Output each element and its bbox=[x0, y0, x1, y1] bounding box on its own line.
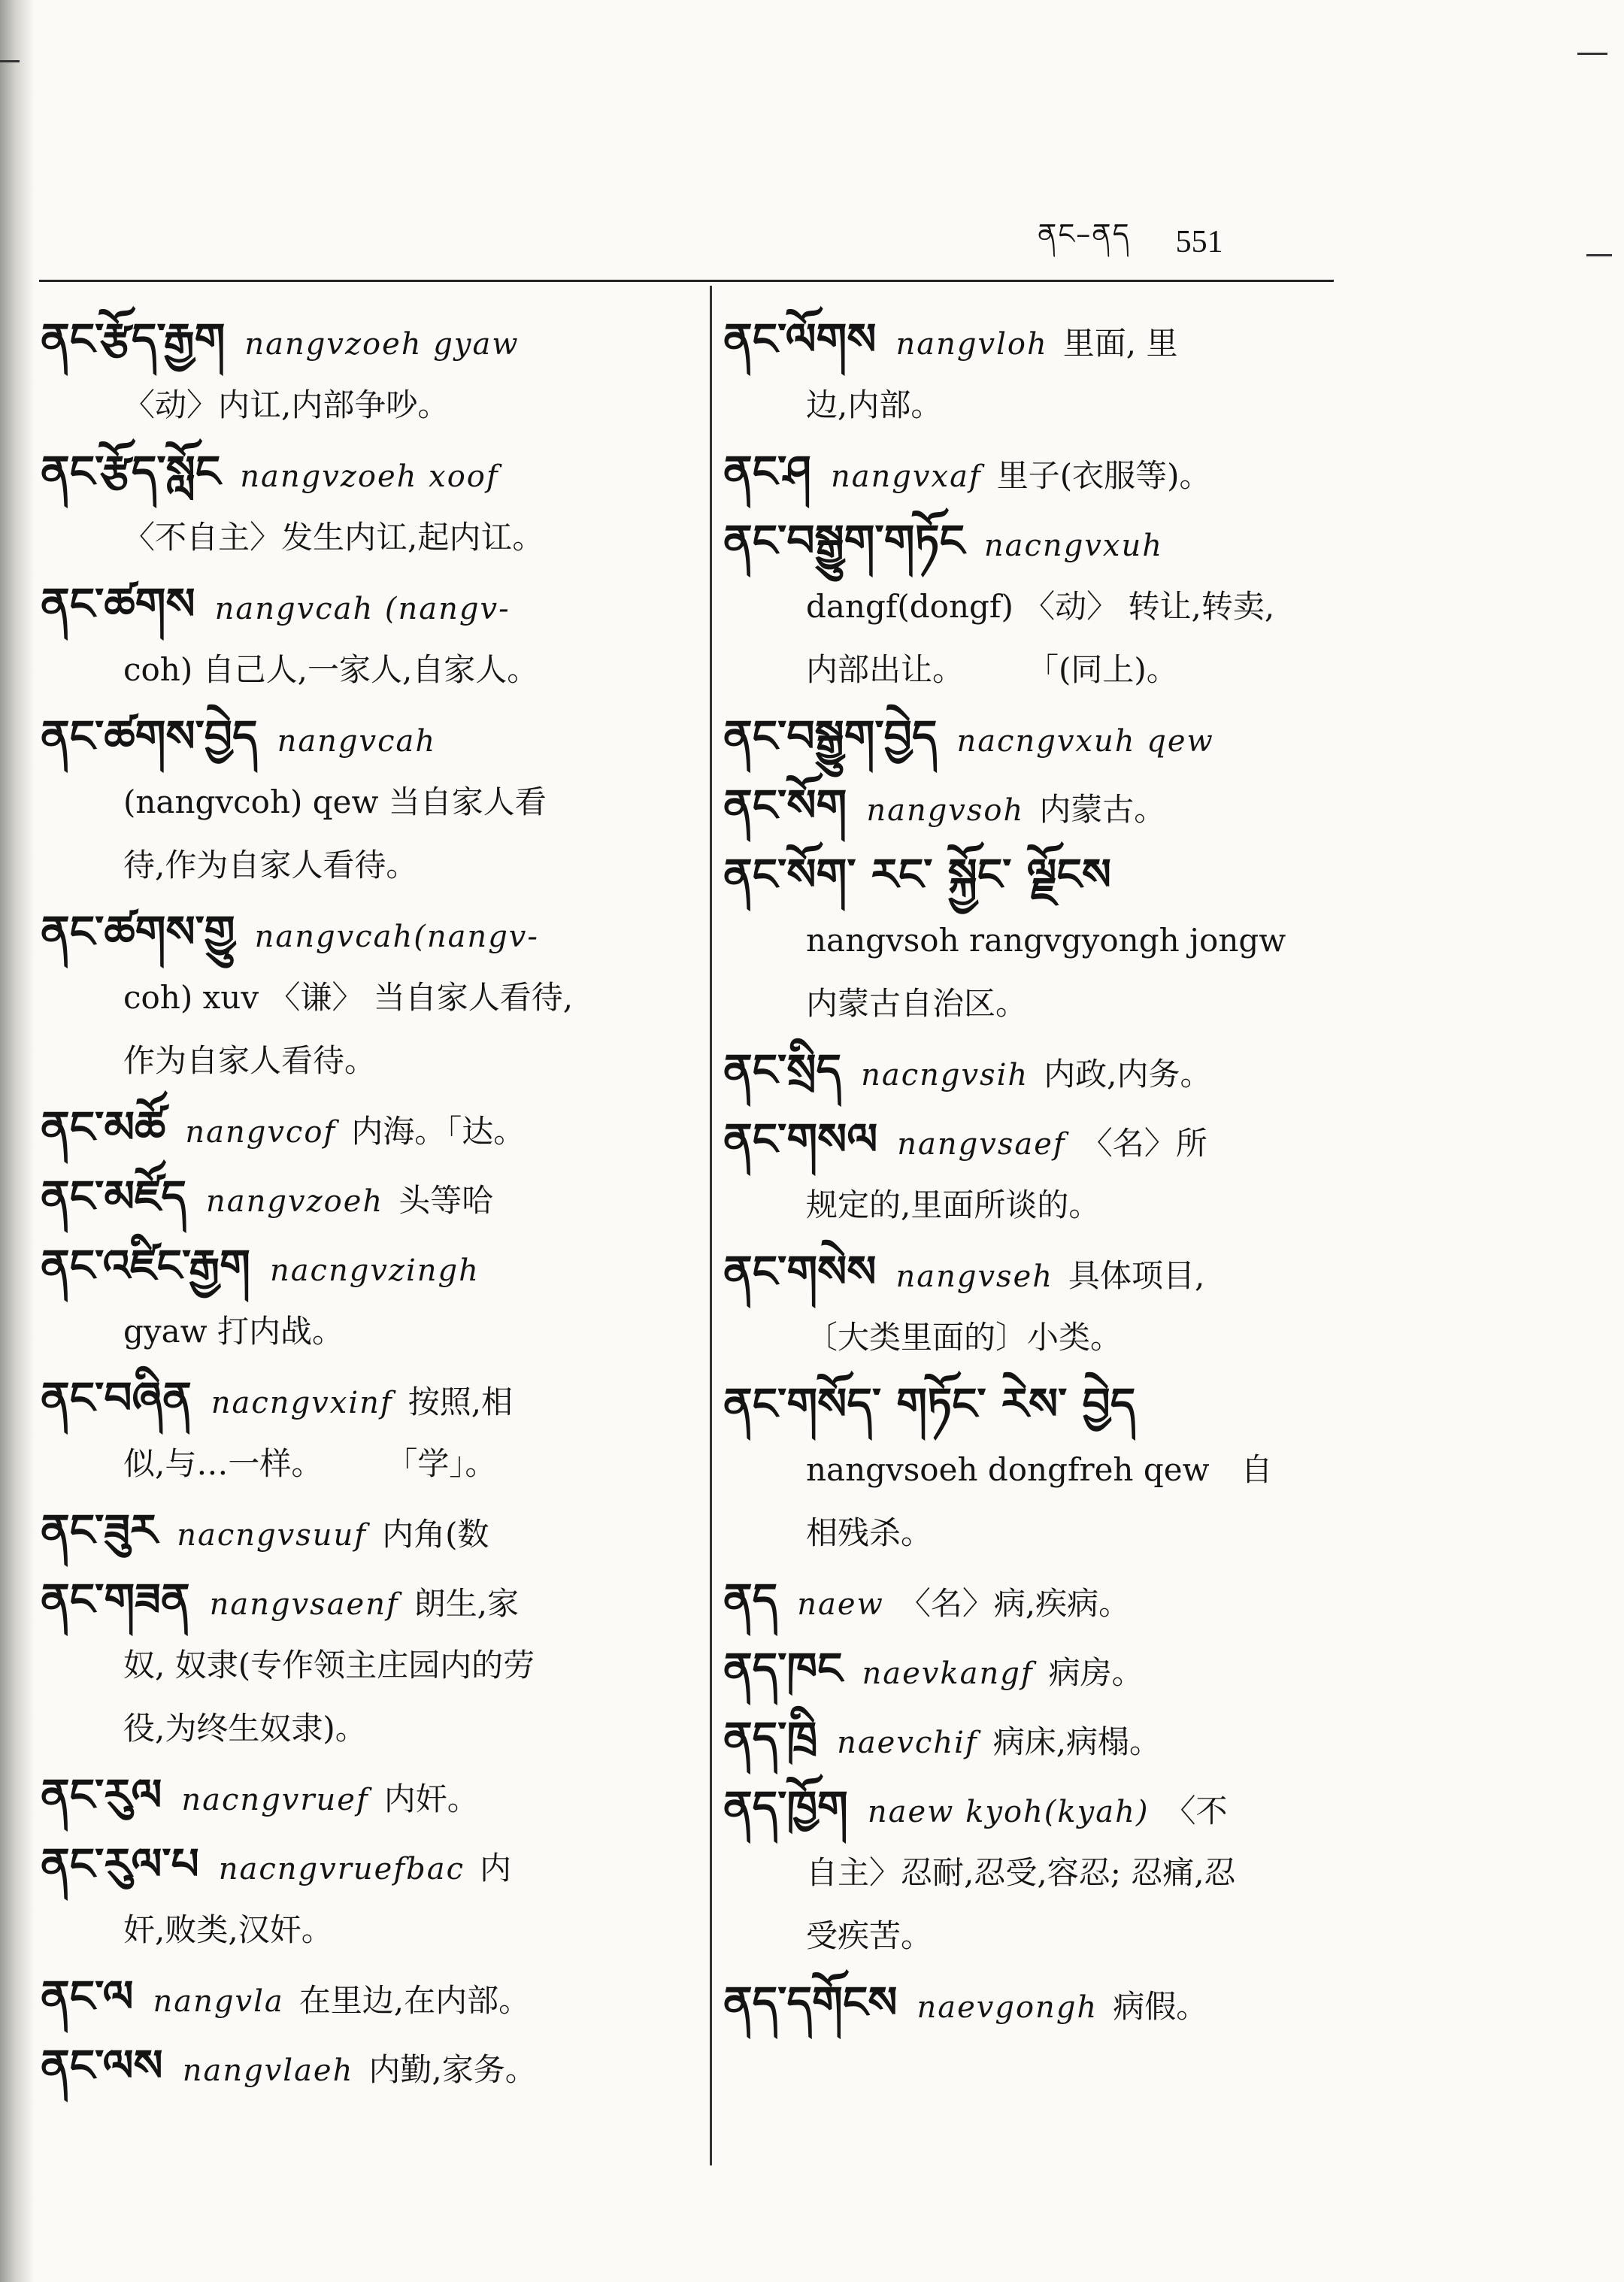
definition: 病床,病榻。 bbox=[992, 1723, 1162, 1760]
page-number: 551 bbox=[1175, 225, 1223, 259]
romanization: nangvloh bbox=[895, 327, 1048, 362]
entry-headword-line bbox=[723, 1634, 1385, 1703]
romanization: nangvsoh bbox=[866, 793, 1025, 828]
definition-continuation: dangf(dongf) 〈动〉 转让,转卖, bbox=[806, 588, 1275, 625]
dictionary-entry bbox=[41, 1496, 687, 1565]
tibetan-headword: ནང་གསེས bbox=[723, 1246, 877, 1297]
tibetan-headword: ནང་ཤ bbox=[723, 446, 811, 497]
entry-headword-line bbox=[723, 1772, 1385, 1841]
dictionary-entry bbox=[723, 1968, 1385, 2037]
romanization: nangvzoeh xoof bbox=[240, 459, 499, 494]
definition: 内 bbox=[479, 1850, 511, 1887]
romanization: naevkangf bbox=[862, 1656, 1034, 1691]
romanization: nacngvxuh bbox=[983, 529, 1163, 563]
dictionary-entry bbox=[723, 1237, 1385, 1369]
romanization: nacngvruefbac bbox=[218, 1852, 465, 1887]
definition-continuation: 自主〉忍耐,忍受,容忍; 忍痛,忍 bbox=[806, 1854, 1236, 1891]
tibetan-headword: ནང་གཟན bbox=[41, 1574, 190, 1625]
tibetan-headword: ནང་འཛིང་རྒྱག bbox=[41, 1240, 250, 1291]
dictionary-entry bbox=[41, 1829, 687, 1962]
dictionary-entry bbox=[723, 506, 1385, 702]
romanization: nacngvsuuf bbox=[177, 1518, 368, 1553]
definition: 病假。 bbox=[1113, 1988, 1208, 2025]
column-divider bbox=[710, 286, 712, 2165]
definition: 〈不 bbox=[1164, 1793, 1228, 1829]
tibetan-headword: ནང་ཚགས bbox=[41, 578, 195, 629]
entry-headword-line bbox=[41, 1760, 687, 1829]
header-rule bbox=[39, 280, 1334, 282]
dictionary-entry bbox=[723, 305, 1385, 437]
tibetan-headword: ནང་བསྒྱུག་བྱེད bbox=[723, 711, 938, 762]
entry-headword-line bbox=[723, 771, 1385, 840]
dictionary-entry bbox=[723, 840, 1385, 1035]
entry-headword-line bbox=[41, 569, 687, 638]
entry-headword-line bbox=[723, 1369, 1385, 1438]
entry-headword-line bbox=[723, 1237, 1385, 1306]
entry-headword-line bbox=[723, 437, 1385, 506]
tibetan-headword: ནང་སྲིད bbox=[723, 1044, 842, 1096]
definition-continuation: 作为自家人看待。 bbox=[123, 1042, 377, 1079]
definition-continuation: 奸,败类,汉奸。 bbox=[123, 1911, 333, 1948]
dictionary-entry bbox=[41, 1363, 687, 1496]
definition: 具体项目, bbox=[1068, 1257, 1205, 1294]
tibetan-headword: ནང་རྩོད་སློང bbox=[41, 446, 221, 497]
tibetan-headword: ནད bbox=[723, 1574, 778, 1625]
entry-headword-line bbox=[41, 1962, 687, 2031]
definition: 内海。「达。 bbox=[351, 1113, 526, 1150]
romanization: nacngvxinf bbox=[211, 1386, 393, 1420]
entry-headword-line bbox=[723, 1035, 1385, 1105]
definition-continuation: nangvsoh rangvgyongh jongw bbox=[806, 922, 1286, 959]
margin-mark bbox=[0, 60, 20, 62]
entry-headword-line bbox=[41, 2031, 687, 2100]
entry-headword-line bbox=[723, 1968, 1385, 2037]
definition: 内勤,家务。 bbox=[368, 2051, 537, 2088]
romanization: nacngvruef bbox=[181, 1783, 369, 1817]
entry-headword-line bbox=[41, 1363, 687, 1432]
dictionary-entry bbox=[723, 1703, 1385, 1772]
definition: 〈名〉所 bbox=[1080, 1125, 1207, 1162]
header-range: ནང–ནད bbox=[1038, 217, 1131, 250]
definition: 病房。 bbox=[1048, 1654, 1144, 1691]
entry-headword-line bbox=[41, 702, 687, 771]
romanization: naew kyoh(kyah) bbox=[867, 1795, 1150, 1829]
romanization: naevgongh bbox=[917, 1990, 1098, 2025]
definition: 〈名〉病,疾病。 bbox=[898, 1585, 1131, 1622]
entry-headword-line bbox=[723, 702, 1385, 771]
entry-headword-line bbox=[41, 1093, 687, 1162]
definition-continuation: 相残杀。 bbox=[806, 1514, 933, 1551]
entry-headword-line bbox=[41, 1162, 687, 1231]
dictionary-entry bbox=[41, 437, 687, 569]
definition: 按照,相 bbox=[408, 1383, 514, 1420]
tibetan-headword: ནང་ཚགས་བྱེད bbox=[41, 711, 258, 762]
dictionary-entry bbox=[41, 1093, 687, 1162]
romanization: nacngvzingh bbox=[269, 1253, 480, 1288]
romanization: nangvxaf bbox=[830, 459, 982, 494]
romanization: nacngvsih bbox=[861, 1058, 1029, 1093]
romanization: nangvcah bbox=[277, 724, 437, 759]
tibetan-headword: ནང་མཚོ bbox=[41, 1102, 166, 1153]
dictionary-entry bbox=[723, 1634, 1385, 1703]
tibetan-headword: ནང་ལོགས bbox=[723, 314, 877, 365]
dictionary-entry bbox=[41, 1962, 687, 2031]
definition-continuation: 〈不自主〉发生内讧,起内讧。 bbox=[123, 519, 544, 556]
tibetan-headword: ནད་ཁྲི bbox=[723, 1712, 818, 1763]
dictionary-entry bbox=[723, 1772, 1385, 1968]
dictionary-entry bbox=[41, 1760, 687, 1829]
tibetan-headword: ནད་དགོངས bbox=[723, 1977, 898, 2028]
tibetan-headword: ནང་རུལ bbox=[41, 1769, 162, 1820]
tibetan-headword: ནད་ཁྱོག bbox=[723, 1781, 848, 1832]
definition-continuation: 似,与…一样。 「学」。 bbox=[123, 1445, 497, 1482]
entry-headword-line bbox=[41, 1565, 687, 1634]
definition-continuation: 役,为终生奴隶)。 bbox=[123, 1710, 367, 1747]
entry-headword-line bbox=[723, 305, 1385, 374]
entry-headword-line bbox=[41, 897, 687, 966]
definition: 头等哈 bbox=[398, 1182, 494, 1219]
definition-continuation: nangvsoeh dongfreh qew 自 bbox=[806, 1451, 1273, 1488]
romanization: nangvcof bbox=[185, 1115, 337, 1150]
entry-headword-line bbox=[41, 1829, 687, 1899]
right-column bbox=[723, 305, 1385, 2037]
entry-headword-line bbox=[723, 1703, 1385, 1772]
definition: 内角(数 bbox=[382, 1516, 489, 1553]
dictionary-entry bbox=[41, 1565, 687, 1760]
definition-continuation: 〈动〉内讧,内部争吵。 bbox=[123, 386, 450, 423]
romanization: nangvcah (nangv- bbox=[214, 592, 511, 626]
page-header bbox=[1038, 217, 1353, 265]
tibetan-headword: ནང་མཛོད bbox=[41, 1171, 187, 1222]
dictionary-entry bbox=[723, 1565, 1385, 1634]
romanization: nangvsaenf bbox=[209, 1587, 399, 1622]
dictionary-entry bbox=[41, 1162, 687, 1231]
entry-headword-line bbox=[41, 437, 687, 506]
definition: 内蒙古。 bbox=[1039, 791, 1166, 828]
romanization: nangvsaef bbox=[897, 1127, 1066, 1162]
dictionary-entry bbox=[41, 2031, 687, 2100]
definition: 在里边,在内部。 bbox=[298, 1982, 531, 2019]
definition-continuation: coh) xuv 〈谦〉 当自家人看待, bbox=[123, 979, 574, 1016]
dictionary-entry bbox=[41, 1231, 687, 1363]
tibetan-headword: ནང་གསོད་ གཏོང་ རེས་ བྱེད bbox=[723, 1378, 1136, 1429]
definition-continuation: coh) 自己人,一家人,自家人。 bbox=[123, 651, 539, 688]
definition-continuation: 待,作为自家人看待。 bbox=[123, 847, 418, 883]
dictionary-entry bbox=[723, 1035, 1385, 1105]
tibetan-headword: ནང་བསྒྱུག་གཏོང bbox=[723, 515, 965, 566]
romanization: nacngvxuh qew bbox=[956, 724, 1214, 759]
dictionary-entry bbox=[723, 1105, 1385, 1237]
definition-continuation: 〔大类里面的〕小类。 bbox=[806, 1319, 1123, 1356]
entry-headword-line bbox=[723, 1105, 1385, 1174]
definition: 里子(衣服等)。 bbox=[996, 457, 1211, 494]
tibetan-headword: ནང་ལ bbox=[41, 1971, 134, 2022]
entry-headword-line bbox=[41, 1496, 687, 1565]
tibetan-headword: ནང་རྩོད་རྒྱག bbox=[41, 314, 226, 365]
definition: 朗生,家 bbox=[414, 1585, 520, 1622]
tibetan-headword: ནང་ཚགས་གྱུ bbox=[41, 906, 235, 957]
dictionary-entry bbox=[41, 702, 687, 897]
entry-headword-line bbox=[723, 506, 1385, 575]
tibetan-headword: ནང་བཞིན bbox=[41, 1372, 192, 1423]
definition-continuation: 受疾苦。 bbox=[806, 1917, 933, 1954]
tibetan-headword: ནད་ཁང bbox=[723, 1643, 843, 1694]
entry-headword-line bbox=[723, 1565, 1385, 1634]
definition-continuation: 奴, 奴隶(专作领主庄园内的劳 bbox=[123, 1647, 535, 1683]
entry-headword-line bbox=[723, 840, 1385, 909]
romanization: nangvzoeh bbox=[206, 1184, 384, 1219]
romanization: naevchif bbox=[837, 1726, 978, 1760]
tibetan-headword: ནང་སོག་ རང་ སྐྱོང་ ལྗོངས bbox=[723, 849, 1112, 900]
dictionary-entry bbox=[41, 569, 687, 702]
romanization: naew bbox=[797, 1587, 884, 1622]
margin-mark bbox=[1577, 53, 1607, 55]
tibetan-headword: ནང་སོག bbox=[723, 780, 847, 831]
scan-edge-shadow bbox=[0, 0, 35, 2282]
tibetan-headword: ནང་གསལ bbox=[723, 1114, 878, 1165]
entry-headword-line bbox=[41, 305, 687, 374]
definition-continuation: 内部出让。 「(同上)。 bbox=[806, 651, 1178, 688]
entry-headword-line bbox=[41, 1231, 687, 1300]
definition: 内政,内务。 bbox=[1044, 1056, 1212, 1093]
romanization: nangvla bbox=[153, 1984, 284, 2019]
dictionary-entry bbox=[723, 702, 1385, 771]
tibetan-headword: ནང་རུལ་པ bbox=[41, 1838, 199, 1890]
definition-continuation: 边,内部。 bbox=[806, 386, 943, 423]
tibetan-headword: ནང་ཟུར bbox=[41, 1505, 158, 1556]
dictionary-entry bbox=[41, 305, 687, 437]
definition: 里面, 里 bbox=[1062, 325, 1178, 362]
definition-continuation: 内蒙古自治区。 bbox=[806, 985, 1028, 1022]
romanization: nangvcah(nangv- bbox=[254, 920, 539, 954]
definition-continuation: (nangvcoh) qew 当自家人看 bbox=[123, 783, 547, 820]
left-column bbox=[41, 305, 687, 2100]
dictionary-entry bbox=[723, 437, 1385, 506]
dictionary-entry bbox=[723, 1369, 1385, 1565]
dictionary-entry bbox=[723, 771, 1385, 840]
definition-continuation: 规定的,里面所谈的。 bbox=[806, 1186, 1101, 1223]
margin-mark bbox=[1586, 254, 1612, 256]
tibetan-headword: ནང་ལས bbox=[41, 2040, 163, 2091]
romanization: nangvzoeh gyaw bbox=[244, 327, 520, 362]
romanization: nangvlaeh bbox=[182, 2053, 354, 2088]
definition: 内奸。 bbox=[383, 1780, 479, 1817]
definition-continuation: gyaw 打内战。 bbox=[123, 1313, 344, 1350]
dictionary-entry bbox=[41, 897, 687, 1093]
romanization: nangvseh bbox=[895, 1259, 1054, 1294]
